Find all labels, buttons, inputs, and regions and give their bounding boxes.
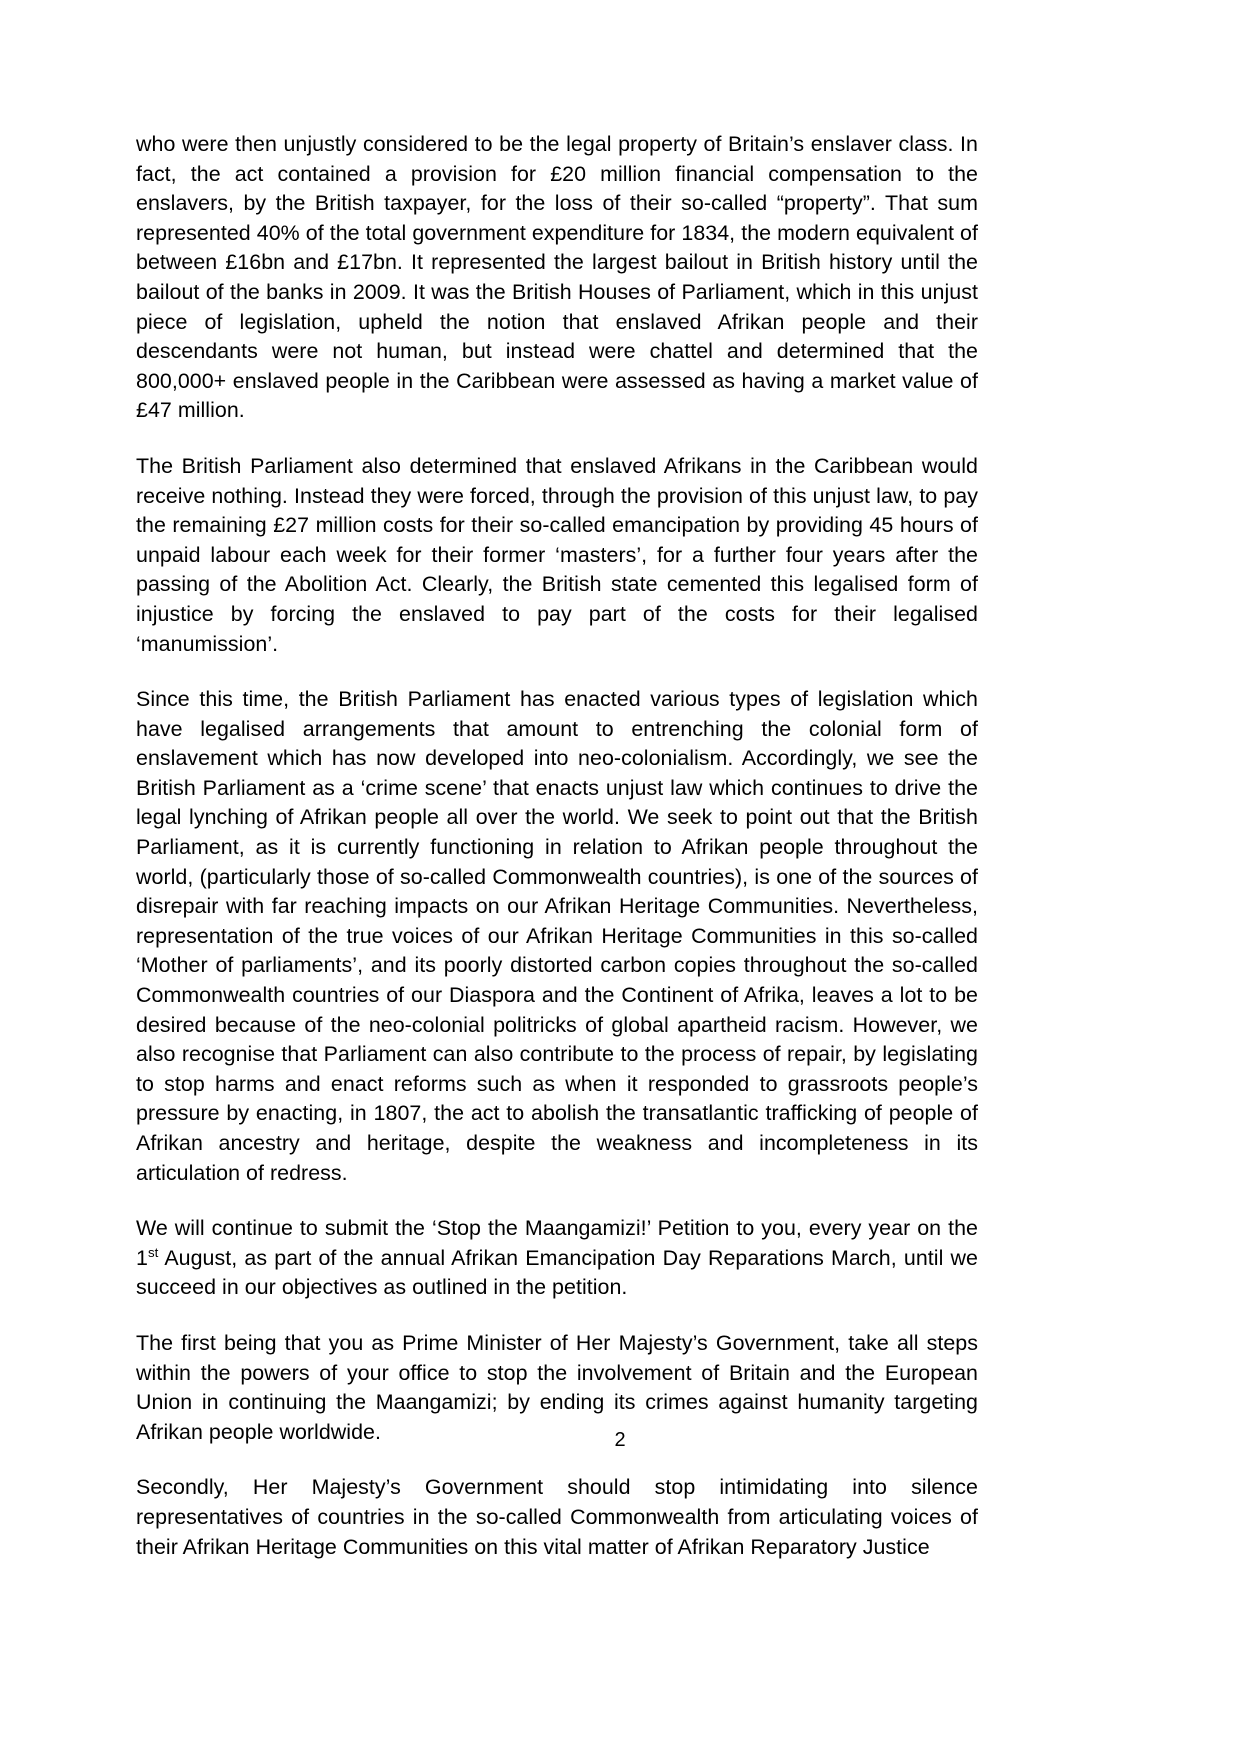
document-body — [136, 130, 978, 1562]
paragraph-5: The first being that you as Prime Minister of Her Majesty’s Government, take all steps within the powers of your office to stop the involvement of Britain and the European Union in continuing the Maangamizi; by ending its crimes against humanity targeting Afrikan people worldwide. — [136, 1330, 978, 1444]
paragraph-3: Since this time, the British Parliament has enacted various types of legislation which have legalised arrangements that amount to entrenching the colonial form of enslavement which has now developed into neo-colonialism. Accordingly, we see the British Parliament as a ‘crime scene’ that enacts unjust law which continues to drive the legal lynching of Afrikan people all over the world. We seek to point out that the British Parliament, as it is currently functioning in relation to Afrikan people throughout the world, (particularly those of so-called Commonwealth countries), is one of the sources of disrepair with far reaching impacts on our Afrikan Heritage Communities. Nevertheless, representation of the true voices of our Afrikan Heritage Communities in this so-called ‘Mother of parliaments’, and its poorly distorted carbon copies throughout the so-called Commonwealth countries of our Diaspora and the Continent of Afrika, leaves a lot to be desired because of the neo-colonial politricks of global apartheid racism. However, we also recognise that Parliament can also contribute to the process of repair, by legislating to stop harms and enact reforms such as when it responded to grassroots people’s pressure by enacting, in 1807, the act to abolish the transatlantic trafficking of people of Afrikan ancestry and heritage, despite the weakness and incompleteness in its articulation of redress. — [136, 687, 978, 1185]
paragraph-1: who were then unjustly considered to be the legal property of Britain’s enslaver class. In fact, the act contained a provision for £20 million financial compensation to the enslavers, by the British taxpayer, for the loss of their so-called “property”. That sum represented 40% of the total government expenditure for 1834, the modern equivalent of between £16bn and £17bn. It represented the largest bailout in British history until the bailout of the banks in 2009. It was the British Houses of Parliament, which in this unjust piece of legislation, upheld the notion that enslaved Afrikan people and their descendants were not human, but instead were chattel and determined that the 800,000+ enslaved people in the Caribbean were assessed as having a market value of £47 million. — [136, 132, 978, 423]
paragraph-2: The British Parliament also determined that enslaved Afrikans in the Caribbean would receive nothing. Instead they were forced, through the provision of this unjust law, to pay the remaining £27 million costs for their so-called emancipation by providing 45 hours of unpaid labour each week for their former ‘masters’, for a further four years after the passing of the Abolition Act. Clearly, the British state cemented this legalised form of injustice by forcing the enslaved to pay part of the costs for their legalised ‘manumission’. — [136, 453, 978, 656]
paragraph-4-segment-1: We will continue to submit the ‘Stop the Maangamizi!’ Petition to you, every year on the 1 — [136, 1216, 978, 1270]
page-number: 2 — [614, 1429, 626, 1451]
paragraph-6: Secondly, Her Majesty’s Government should stop intimidating into silence representatives of countries in the so-called Commonwealth from articulating voices of their Afrikan Heritage Communities on this vital matter of Afrikan Reparatory Justice — [136, 1475, 978, 1559]
ordinal-suffix-st: st — [147, 1244, 159, 1260]
paragraph-4-segment-2: August, as part of the annual Afrikan Emancipation Day Reparations March, until we succeed in our objectives as outlined in the petition. — [136, 1245, 978, 1300]
paragraph-4 — [136, 1214, 978, 1303]
